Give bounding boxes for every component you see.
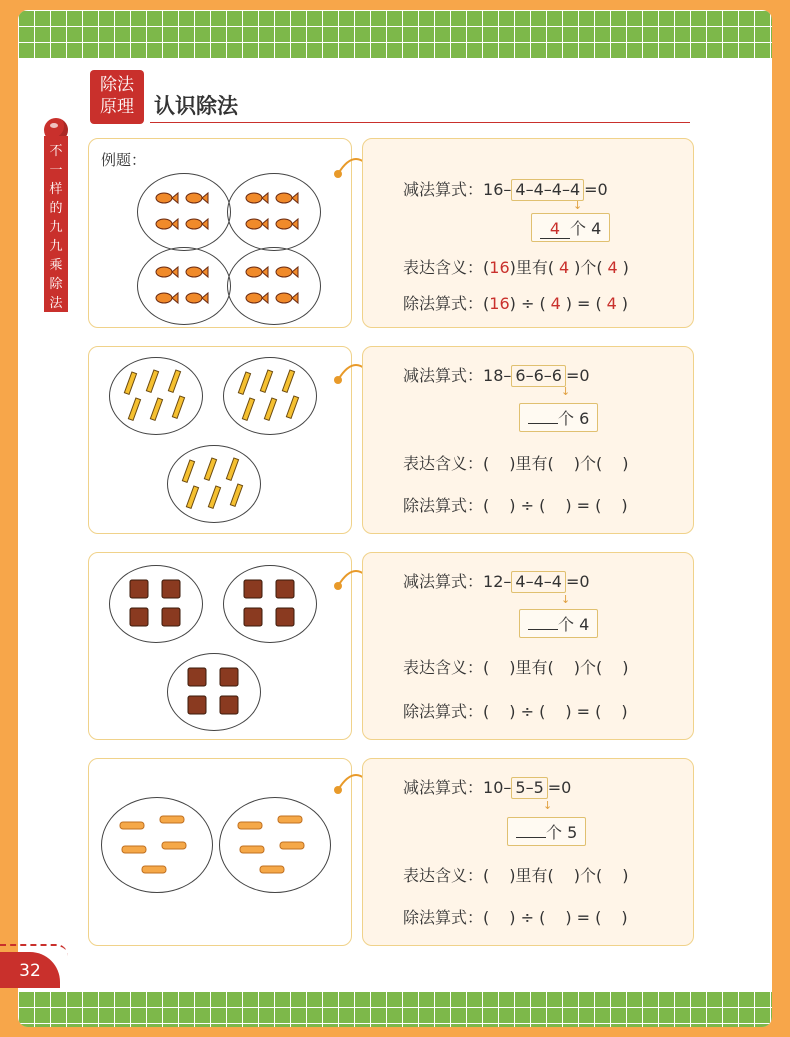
division-row: 除法算式：( ) ÷ ( ) = ( ) bbox=[403, 908, 628, 927]
division-row: 除法算式：( ) ÷ ( ) = ( ) bbox=[403, 496, 628, 515]
meaning-row: 表达含义：( )里有( )个( ) bbox=[403, 454, 629, 473]
subtrahend-box: 5–5 bbox=[511, 777, 547, 799]
quotient[interactable]: 4 bbox=[606, 294, 617, 313]
pencil-group-icon bbox=[224, 358, 316, 434]
side-tab bbox=[44, 136, 68, 312]
bone-group-icon bbox=[102, 798, 212, 892]
bone-group-icon bbox=[220, 798, 330, 892]
dividend[interactable]: 16 bbox=[489, 294, 510, 313]
page-number: 32 bbox=[0, 952, 60, 988]
count-box: 个 6 bbox=[519, 403, 598, 432]
title-underline bbox=[150, 122, 690, 123]
plate bbox=[137, 173, 231, 251]
chocolate-group-icon bbox=[110, 566, 202, 642]
fish-group-icon bbox=[228, 174, 320, 250]
side-tab-char: 样 bbox=[49, 182, 63, 197]
side-tab-char: 的 bbox=[49, 201, 63, 216]
count-box: 个 4 bbox=[519, 609, 598, 638]
down-arrow-icon: ↓ bbox=[573, 199, 583, 212]
lesson-badge bbox=[90, 70, 144, 124]
chocolate-picture-panel bbox=[88, 552, 352, 740]
plate bbox=[167, 445, 261, 523]
fish-group-icon bbox=[138, 248, 230, 324]
division-label: 除法算式： bbox=[403, 294, 484, 313]
pencil-group-icon bbox=[110, 358, 202, 434]
side-tab-char: 乘 bbox=[49, 258, 63, 273]
side-tab-char: 除 bbox=[49, 277, 63, 292]
sub-start: 16 bbox=[483, 180, 504, 199]
count-answer[interactable] bbox=[528, 629, 558, 630]
subtrahend-box: 4–4–4–4 bbox=[511, 179, 584, 201]
count-box: 个 5 bbox=[507, 817, 586, 846]
plate bbox=[167, 653, 261, 731]
meaning-group[interactable]: 4 bbox=[559, 258, 570, 277]
subtraction-row: 减法算式：18– 6–6–6 =0 bbox=[403, 366, 590, 385]
fish-group-icon bbox=[138, 174, 230, 250]
count-answer[interactable]: 4 bbox=[540, 219, 570, 239]
side-tab-char: 法 bbox=[49, 296, 63, 311]
subtraction-label: 减法算式： bbox=[403, 180, 484, 199]
top-grid-band bbox=[18, 10, 772, 58]
plate bbox=[219, 797, 331, 893]
side-tab-char: 不 bbox=[49, 144, 63, 159]
subtrahend-box: 4–4–4 bbox=[511, 571, 566, 593]
bone-answer-panel bbox=[362, 758, 694, 946]
subtraction-row: 减法算式：12– 4–4–4 =0 bbox=[403, 572, 590, 591]
plate bbox=[227, 247, 321, 325]
count-answer[interactable] bbox=[528, 423, 558, 424]
pencil-group-icon bbox=[168, 446, 260, 522]
plate bbox=[101, 797, 213, 893]
plate bbox=[109, 357, 203, 435]
chocolate-group-icon bbox=[168, 654, 260, 730]
subtraction-row: 减法算式：10– 5–5 =0 bbox=[403, 778, 572, 797]
meaning-row: 表达含义：( )里有( )个( ) bbox=[403, 866, 629, 885]
meaning-size[interactable]: 4 bbox=[607, 258, 618, 277]
divisor[interactable]: 4 bbox=[550, 294, 561, 313]
subtraction-row: 减法算式：16– 4–4–4–4 =0 bbox=[403, 180, 608, 199]
subtrahend-box: 6–6–6 bbox=[511, 365, 566, 387]
plate bbox=[109, 565, 203, 643]
sub-result: =0 bbox=[584, 180, 608, 199]
lesson-badge-line2: 原理 bbox=[100, 97, 134, 117]
pencil-picture-panel bbox=[88, 346, 352, 534]
page-title: 认识除法 bbox=[154, 94, 238, 118]
meaning-row: 表达含义：(16)里有( 4 )个( 4 ) bbox=[403, 258, 629, 277]
count-answer[interactable] bbox=[516, 837, 546, 838]
plate bbox=[137, 247, 231, 325]
division-row: 除法算式：( ) ÷ ( ) = ( ) bbox=[403, 702, 628, 721]
bone-picture-panel bbox=[88, 758, 352, 946]
down-arrow-icon: ↓ bbox=[561, 385, 571, 398]
down-arrow-icon: ↓ bbox=[561, 593, 571, 606]
fish-group-icon bbox=[228, 248, 320, 324]
down-arrow-icon: ↓ bbox=[543, 799, 553, 812]
plate bbox=[223, 565, 317, 643]
chocolate-answer-panel bbox=[362, 552, 694, 740]
example-picture-panel bbox=[88, 138, 352, 328]
side-tab-char: 一 bbox=[49, 163, 63, 178]
count-box bbox=[531, 213, 610, 242]
bottom-grid-band bbox=[18, 991, 772, 1027]
meaning-row: 表达含义：( )里有( )个( ) bbox=[403, 658, 629, 677]
meaning-total[interactable]: 16 bbox=[489, 258, 510, 277]
plate bbox=[227, 173, 321, 251]
meaning-label: 表达含义： bbox=[403, 258, 484, 277]
plate bbox=[223, 357, 317, 435]
side-tab-char: 九 bbox=[49, 239, 63, 254]
lesson-badge-line1: 除法 bbox=[100, 75, 134, 95]
side-tab-char: 九 bbox=[49, 220, 63, 235]
division-row: 除法算式：(16) ÷ ( 4 ) = ( 4 ) bbox=[403, 294, 628, 313]
example-answer-panel bbox=[362, 138, 694, 328]
count-suffix: 个 4 bbox=[570, 219, 602, 238]
example-label: 例题： bbox=[101, 151, 147, 169]
chocolate-group-icon bbox=[224, 566, 316, 642]
pencil-answer-panel bbox=[362, 346, 694, 534]
